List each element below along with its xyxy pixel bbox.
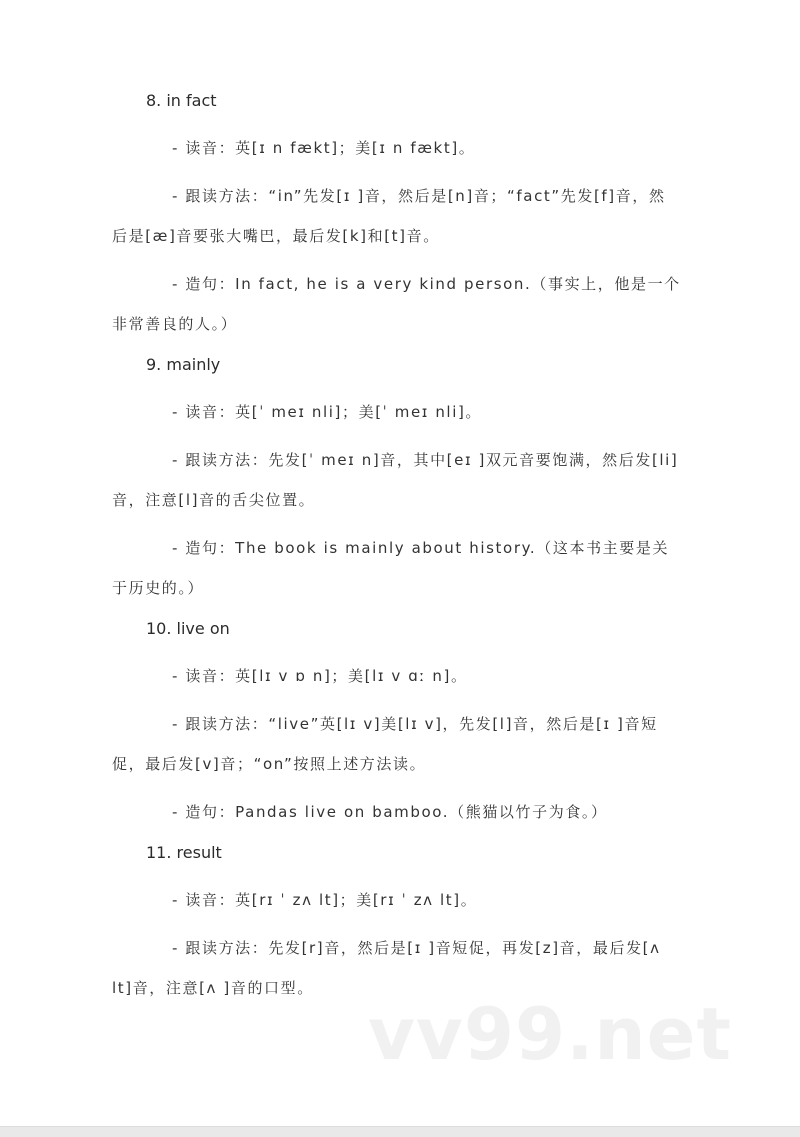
entry-sentence: - 造句：In fact, he is a very kind person.（事实上，他是一个非常善良的人。） xyxy=(112,275,681,333)
entry-sentence: - 造句：Pandas live on bamboo.（熊猫以竹子为食。） xyxy=(172,803,608,821)
entry-method: - 跟读方法：“live”英[lɪ v]美[lɪ v]，先发[l]音，然后是[ɪ ]音短促，最后发[v]音；“on”按照上述方法读。 xyxy=(112,715,658,773)
entry-heading: 8. in fact xyxy=(146,91,217,110)
entry-heading: 10. live on xyxy=(146,619,230,638)
entry-reading: - 读音：英[lɪ v ɒ n]；美[lɪ v ɑː n]。 xyxy=(172,667,468,685)
watermark-logo: vv99.net xyxy=(368,992,732,1076)
entry-reading: - 读音：英[rɪ ˈ zʌ lt]；美[rɪ ˈ zʌ lt]。 xyxy=(172,891,478,909)
entry-heading: 11. result xyxy=(146,843,222,862)
entry-mainly xyxy=(112,352,682,608)
entry-method: - 跟读方法：先发[r]音，然后是[ɪ ]音短促，再发[z]音，最后发[ʌ lt]音，注意[ʌ ]音的口型。 xyxy=(112,939,661,997)
entry-reading: - 读音：英[ɪ n fækt]；美[ɪ n fækt]。 xyxy=(172,139,476,157)
entry-sentence: - 造句：The book is mainly about history.（这本书主要是关于历史的。） xyxy=(112,539,670,597)
entry-reading: - 读音：英[ˈ meɪ nli]；美[ˈ meɪ nli]。 xyxy=(172,403,483,421)
entry-result xyxy=(112,840,682,1008)
document-content xyxy=(112,88,682,1016)
entry-heading: 9. mainly xyxy=(146,355,221,374)
entry-live-on xyxy=(112,616,682,832)
page-bottom-edge xyxy=(0,1126,800,1137)
entry-in-fact xyxy=(112,88,682,344)
entry-method: - 跟读方法：先发[ˈ meɪ n]音，其中[eɪ ]双元音要饱满，然后发[li]音，注意[l]音的舌尖位置。 xyxy=(112,451,679,509)
entry-method: - 跟读方法：“in”先发[ɪ ]音，然后是[n]音；“fact”先发[f]音，然后是[æ]音要张大嘴巴，最后发[k]和[t]音。 xyxy=(112,187,666,245)
